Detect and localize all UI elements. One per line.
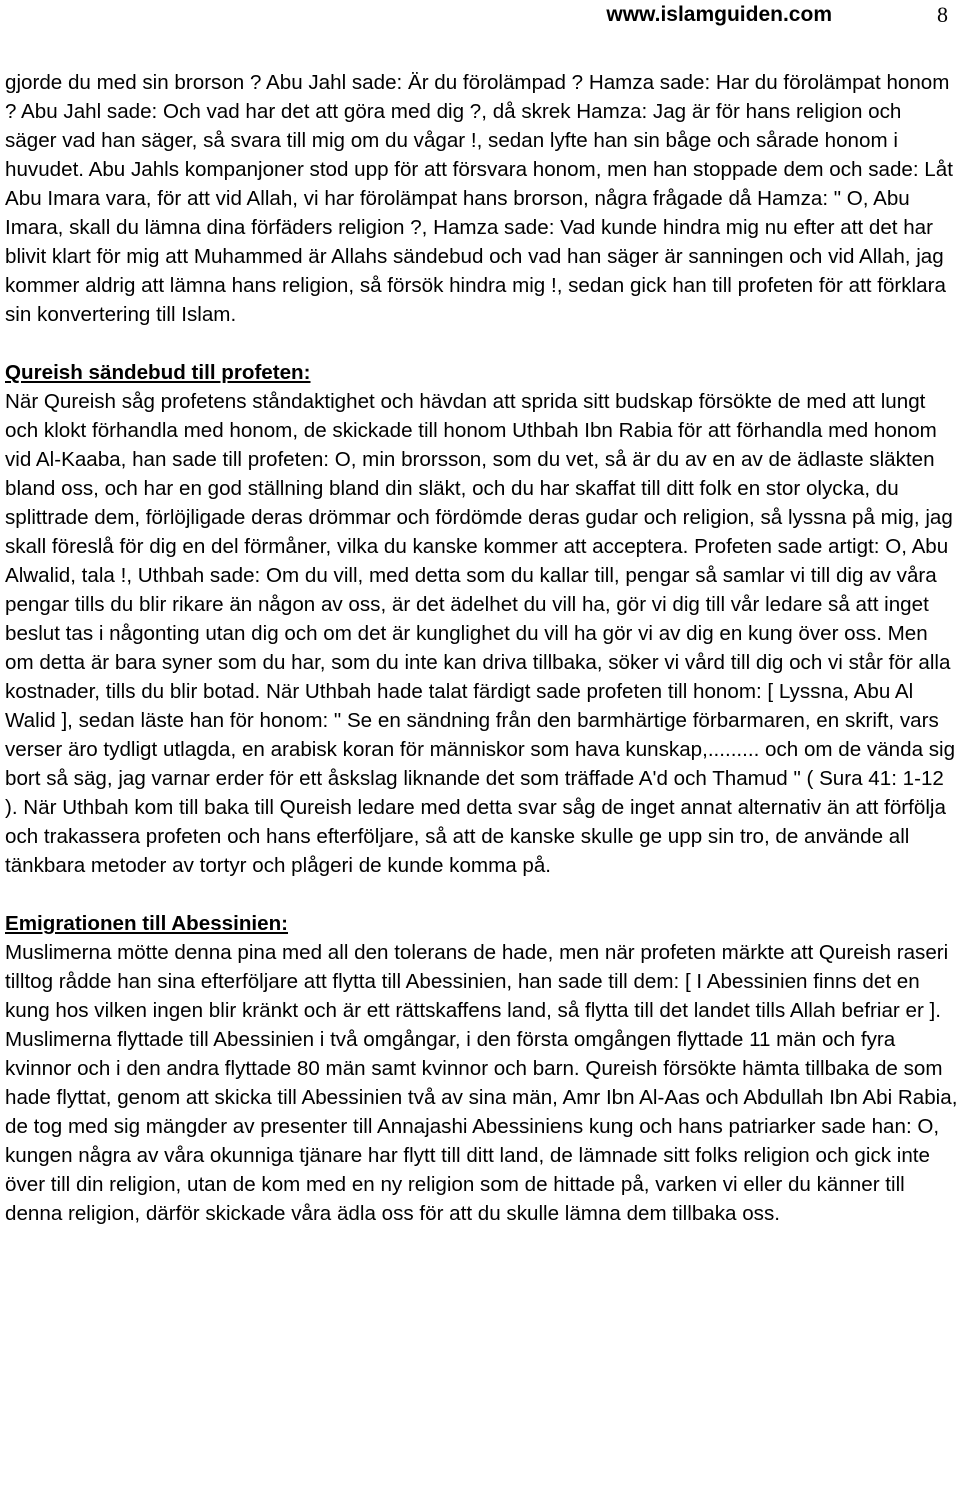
section-paragraph: När Qureish såg profetens ståndaktighet och hävdan att sprida sitt budskap försökte de med att lungt och klokt förhandla med honom, de skickade till honom Uthbah Ibn Rabia för att förhandla med honom vid Al-Kaaba, han sade till profeten: O, min brorsson, som du vet, så är du av en av de ädlaste släkten bland oss, och har en god ställning bland din släkt, och du har skaffat till ditt folk en stor olycka, du splittrade dem, förlöjligade deras drömmar och fördömde deras gudar och religion, så lyssna på mig, jag skall föreslå för dig en del förmåner, vilka du kanske kommer att acceptera. Profeten sade artigt: O, Abu Alwalid, tala !, Uthbah sade: Om du vill, med detta som du kallar till, pengar så samlar vi till dig av våra pengar tills du blir rikare än någon av oss, är det ädelhet du vill ha, gör vi dig till vår ledare så att inget beslut tas i någonting utan dig och om det är kunglighet du vill ha gör vi av dig en kung över oss. Men om detta är bara syner som du har, som du inte kan driva tillbaka, söker vi vård till dig och vi står för alla kostnader, tills du blir botad. När Uthbah hade talat färdigt sade profeten till honom: [ Lyssna, Abu Al Walid ], sedan läste han för honom: " Se en sändning från den barmhärtige förbarmaren, en skrift, vars verser äro tydligt utlagda, en arabisk koran för människor som hava kunskap,......... och om de vända sig bort så säg, jag varnar erder för ett åskslag liknande det som träffade A'd och Thamud " ( Sura 41: 1-12 ). När Uthbah kom till baka till Qureish ledare med detta svar såg de inget annat alternativ än att förfölja och trakassera profeten och hans efterföljare, så att de kanske skulle ge upp sin tro, de använde all tänkbara metoder av tortyr och plågeri de kunde komma på. [5,390,956,877]
page-number: 8 [937,2,948,27]
page-content [5,68,958,1228]
section-paragraph: Muslimerna mötte denna pina med all den tolerans de hade, men när profeten märkte att Qureish raseri tilltog rådde han sina efterföljare att flytta till Abessinien, han sade till dem: [ I Abessinien finns det en kung hos vilken ingen blir kränkt och är ett rättskaffens land, så flytta till det landet tills Allah befriar er ]. Muslimerna flyttade till Abessinien i två omgångar, i den första omgången flyttade 11 män och fyra kvinnor och i den andra flyttade 80 män samt kvinnor och barn. Qureish försökte hämta tillbaka de som hade flyttat, genom att skicka till Abessinien två av sina män, Amr Ibn Al-Aas och Abdullah Ibn Abi Rabia, de tog med sig mängder av presenter till Annajashi Abessiniens kung och hans patriarker sade han: O, kungen några av våra okunniga tjänare har flytt till ditt land, de lämnade sitt folks religion och gick inte över till din religion, utan de kom med en ny religion som de hittade på, varken vi eller du känner till denna religion, därför skickade våra ädla oss för att du skulle lämna dem tillbaka oss. [5,941,958,1225]
intro-paragraph: gjorde du med sin brorson ? Abu Jahl sade: Är du förolämpad ? Hamza sade: Har du förolämpat honom ? Abu Jahl sade: Och vad har det att göra med dig ?, då skrek Hamza: Jag är för hans religion och säger vad han säger, så svara till mig om du vågar !, sedan lyfte han sin båge och sårade honom i huvudet. Abu Jahls kompanjoner stod upp för att försvara honom, men han stoppade dem och sade: Låt Abu Imara vara, för att vid Allah, vi har förolämpat hans brorson, några frågade då Hamza: " O, Abu Imara, skall du lämna dina förfäders religion ?, Hamza sade: Vad kunde hindra mig nu efter att det har blivit klart för mig att Muhammed är Allahs sändebud och vad han säger är sanningen och vid Allah, jag kommer aldrig att lämna hans religion, så försök hindra mig !, sedan gick han till profeten för att förklara sin konvertering till Islam. [5,71,953,326]
section-qureish-envoy [5,358,958,880]
section-emigration-abyssinia [5,909,958,1228]
section-heading: Emigrationen till Abessinien: [5,912,289,935]
section-heading: Qureish sändebud till profeten: [5,361,311,384]
site-url: www.islamguiden.com [606,3,832,26]
page-header [0,2,960,32]
